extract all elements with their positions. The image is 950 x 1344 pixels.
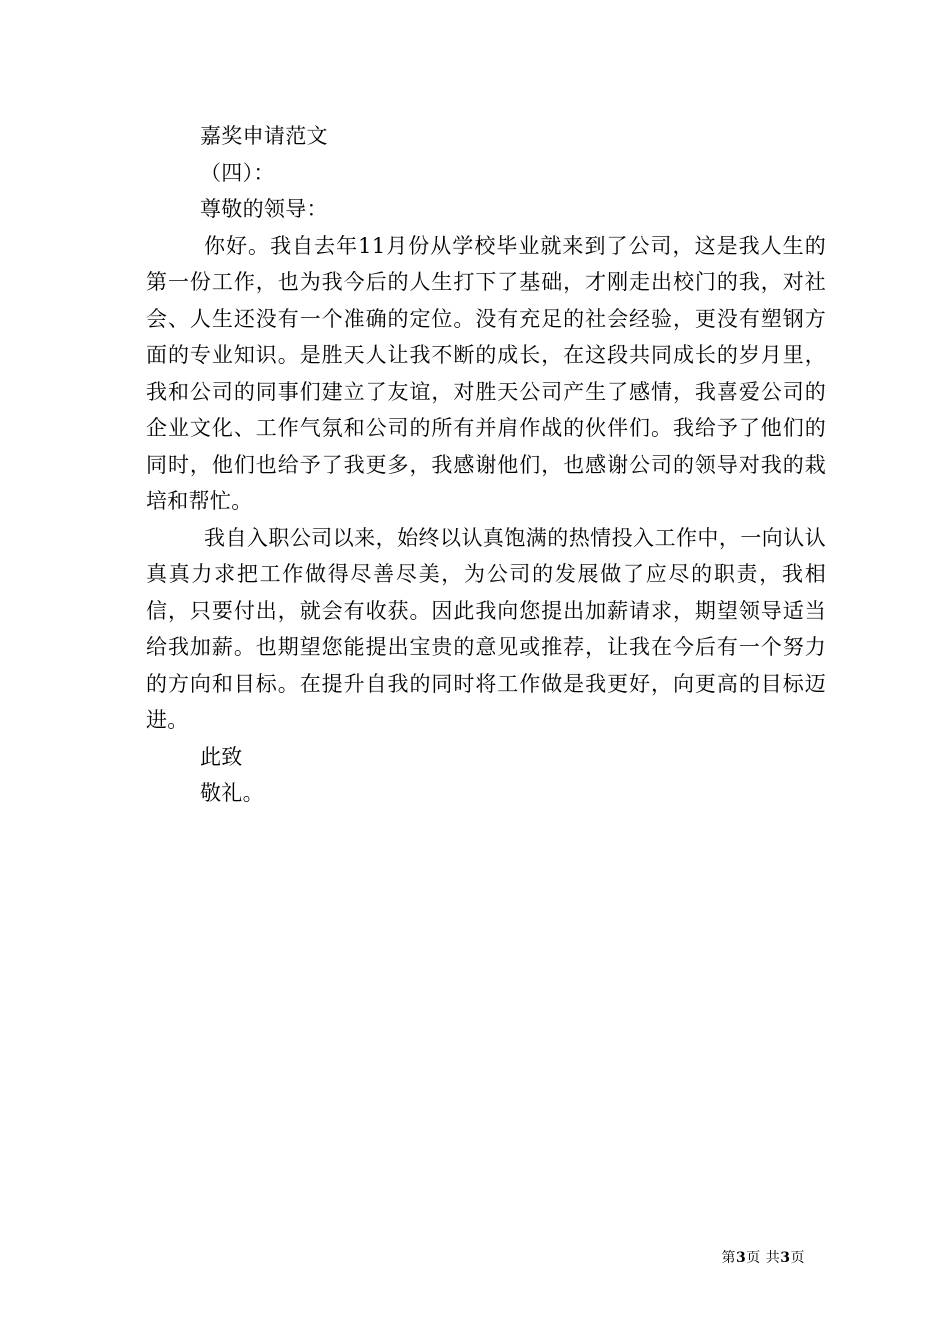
footer-middle: 页 共 [746,1250,781,1266]
section-label: （四）： [200,160,275,185]
footer-current-page: 3 [736,1250,747,1266]
footer-suffix: 页 [790,1250,805,1266]
closing-line-2: 敬礼。 [200,781,264,805]
document-body [146,118,826,812]
document-title: 嘉奖申请范文 [200,124,328,148]
footer-total-pages: 3 [780,1250,791,1266]
footer-prefix: 第 [721,1250,737,1266]
page-footer [722,1247,805,1267]
salutation: 尊敬的领导： [200,197,328,221]
closing-line-1: 此致 [200,744,243,769]
paragraph-1: 你好。我自去年11月份从学校毕业就来到了公司，这是我人生的第一份工作，也为我今后的人生打下了基础，才刚走出校门的我，对社会、人生还没有一个准确的定位。没有充足的社会经验，更没有塑钢方面的专业知识。是胜天人让我不断的成长，在这段共同成长的岁月里，我和公司的同事们建立了友谊，对胜天公司产生了感情，我喜爱公司的企业文化、工作气氛和公司的所有并肩作战的伙伴们。我给予了他们的同时，他们也给予了我更多，我感谢他们，也感谢公司的领导对我的栽培和帮忙。 [146,233,826,513]
paragraph-2: 我自入职公司以来，始终以认真饱满的热情投入工作中，一向认认真真力求把工作做得尽善尽美，为公司的发展做了应尽的职责，我相信，只要付出，就会有收获。因此我向您提出加薪请求，期望领导适当给我加薪。也期望您能提出宝贵的意见或推荐，让我在今后有一个努力的方向和目标。在提升自我的同时将工作做是我更好，向更高的目标迈进。 [146,525,826,732]
